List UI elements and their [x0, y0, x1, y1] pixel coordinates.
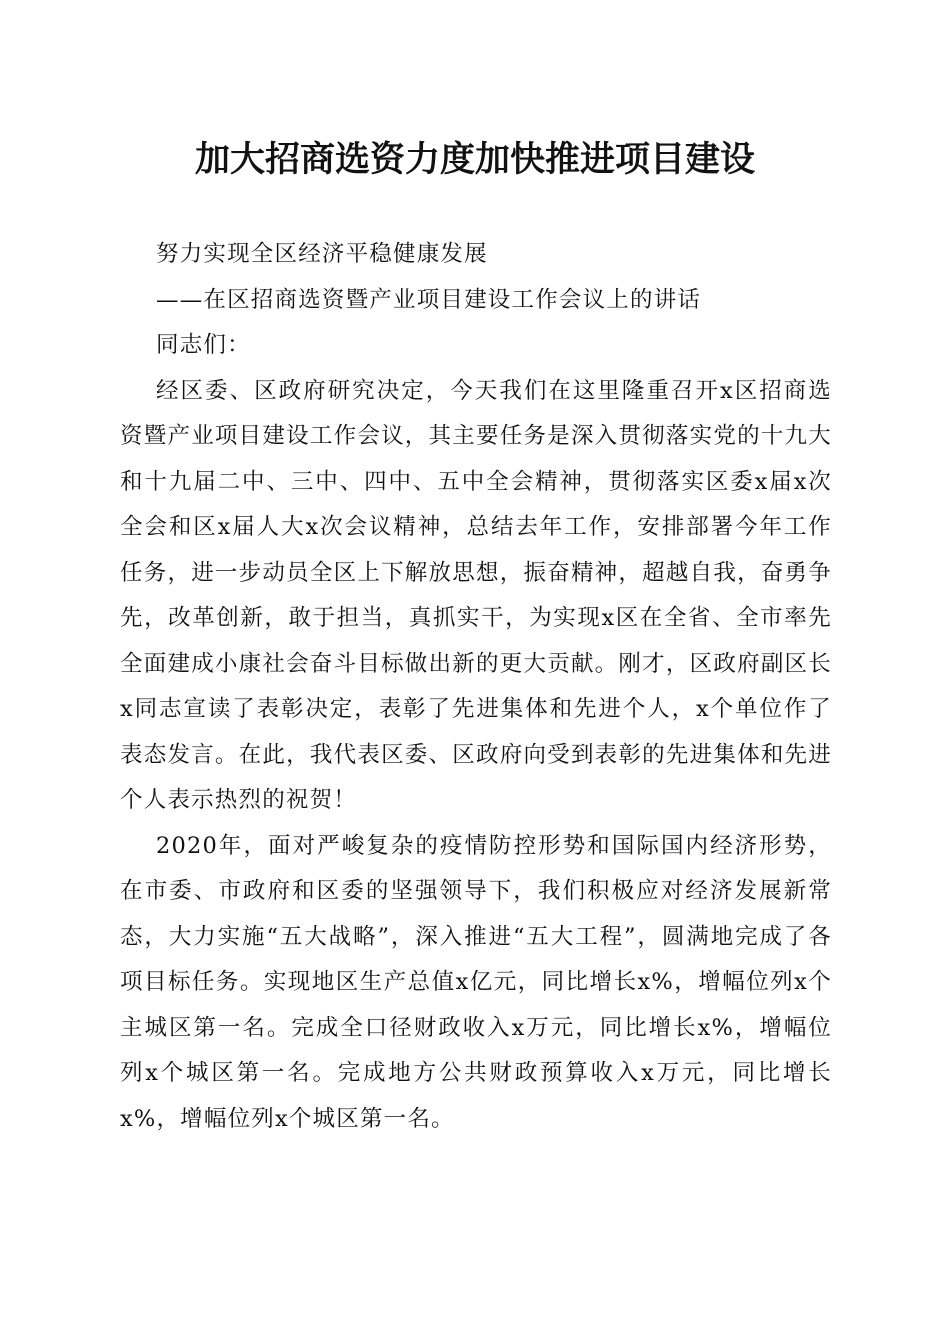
document-subheading: ——在区招商选资暨产业项目建设工作会议上的讲话: [156, 286, 702, 313]
salutation: 同志们：: [156, 332, 251, 358]
document-subtitle: 努力实现全区经济平稳健康发展: [156, 241, 488, 267]
paragraph-2: 2020年，面对严峻复杂的疫情防控形势和国际国内经济形势，在市委、市政府和区委的坚强领导下，我们积极应对经济发展新常态，大力实施“五大战略”，深入推进“五大工程”，圆满地完成了各项目标任务。实现地区生产总值x亿元，同比增长x%，增幅位列x个主城区第一名。完成全口径财政收入x万元，同比增长x%，增幅位列x个城区第一名。完成地方公共财政预算收入x万元，同比增长x%，增幅位列x个城区第一名。: [120, 832, 832, 1132]
document-title: 加大招商选资力度加快推进项目建设: [194, 139, 755, 180]
document-body: [120, 232, 832, 1142]
paragraph-1: 经区委、区政府研究决定，今天我们在这里隆重召开x区招商选资暨产业项目建设工作会议，其主要任务是深入贯彻落实党的十九大和十九届二中、三中、四中、五中全会精神，贯彻落实区委x届x次全会和区x届人大x次会议精神，总结去年工作，安排部署今年工作任务，进一步动员全区上下解放思想，振奋精神，超越自我，奋勇争先，改革创新，敢于担当，真抓实干，为实现x区在全省、全市率先全面建成小康社会奋斗目标做出新的更大贡献。刚才，区政府副区长x同志宣读了表彰决定，表彰了先进集体和先进个人，x个单位作了表态发言。在此，我代表区委、区政府向受到表彰的先进集体和先进个人表示热烈的祝贺！: [120, 377, 832, 813]
